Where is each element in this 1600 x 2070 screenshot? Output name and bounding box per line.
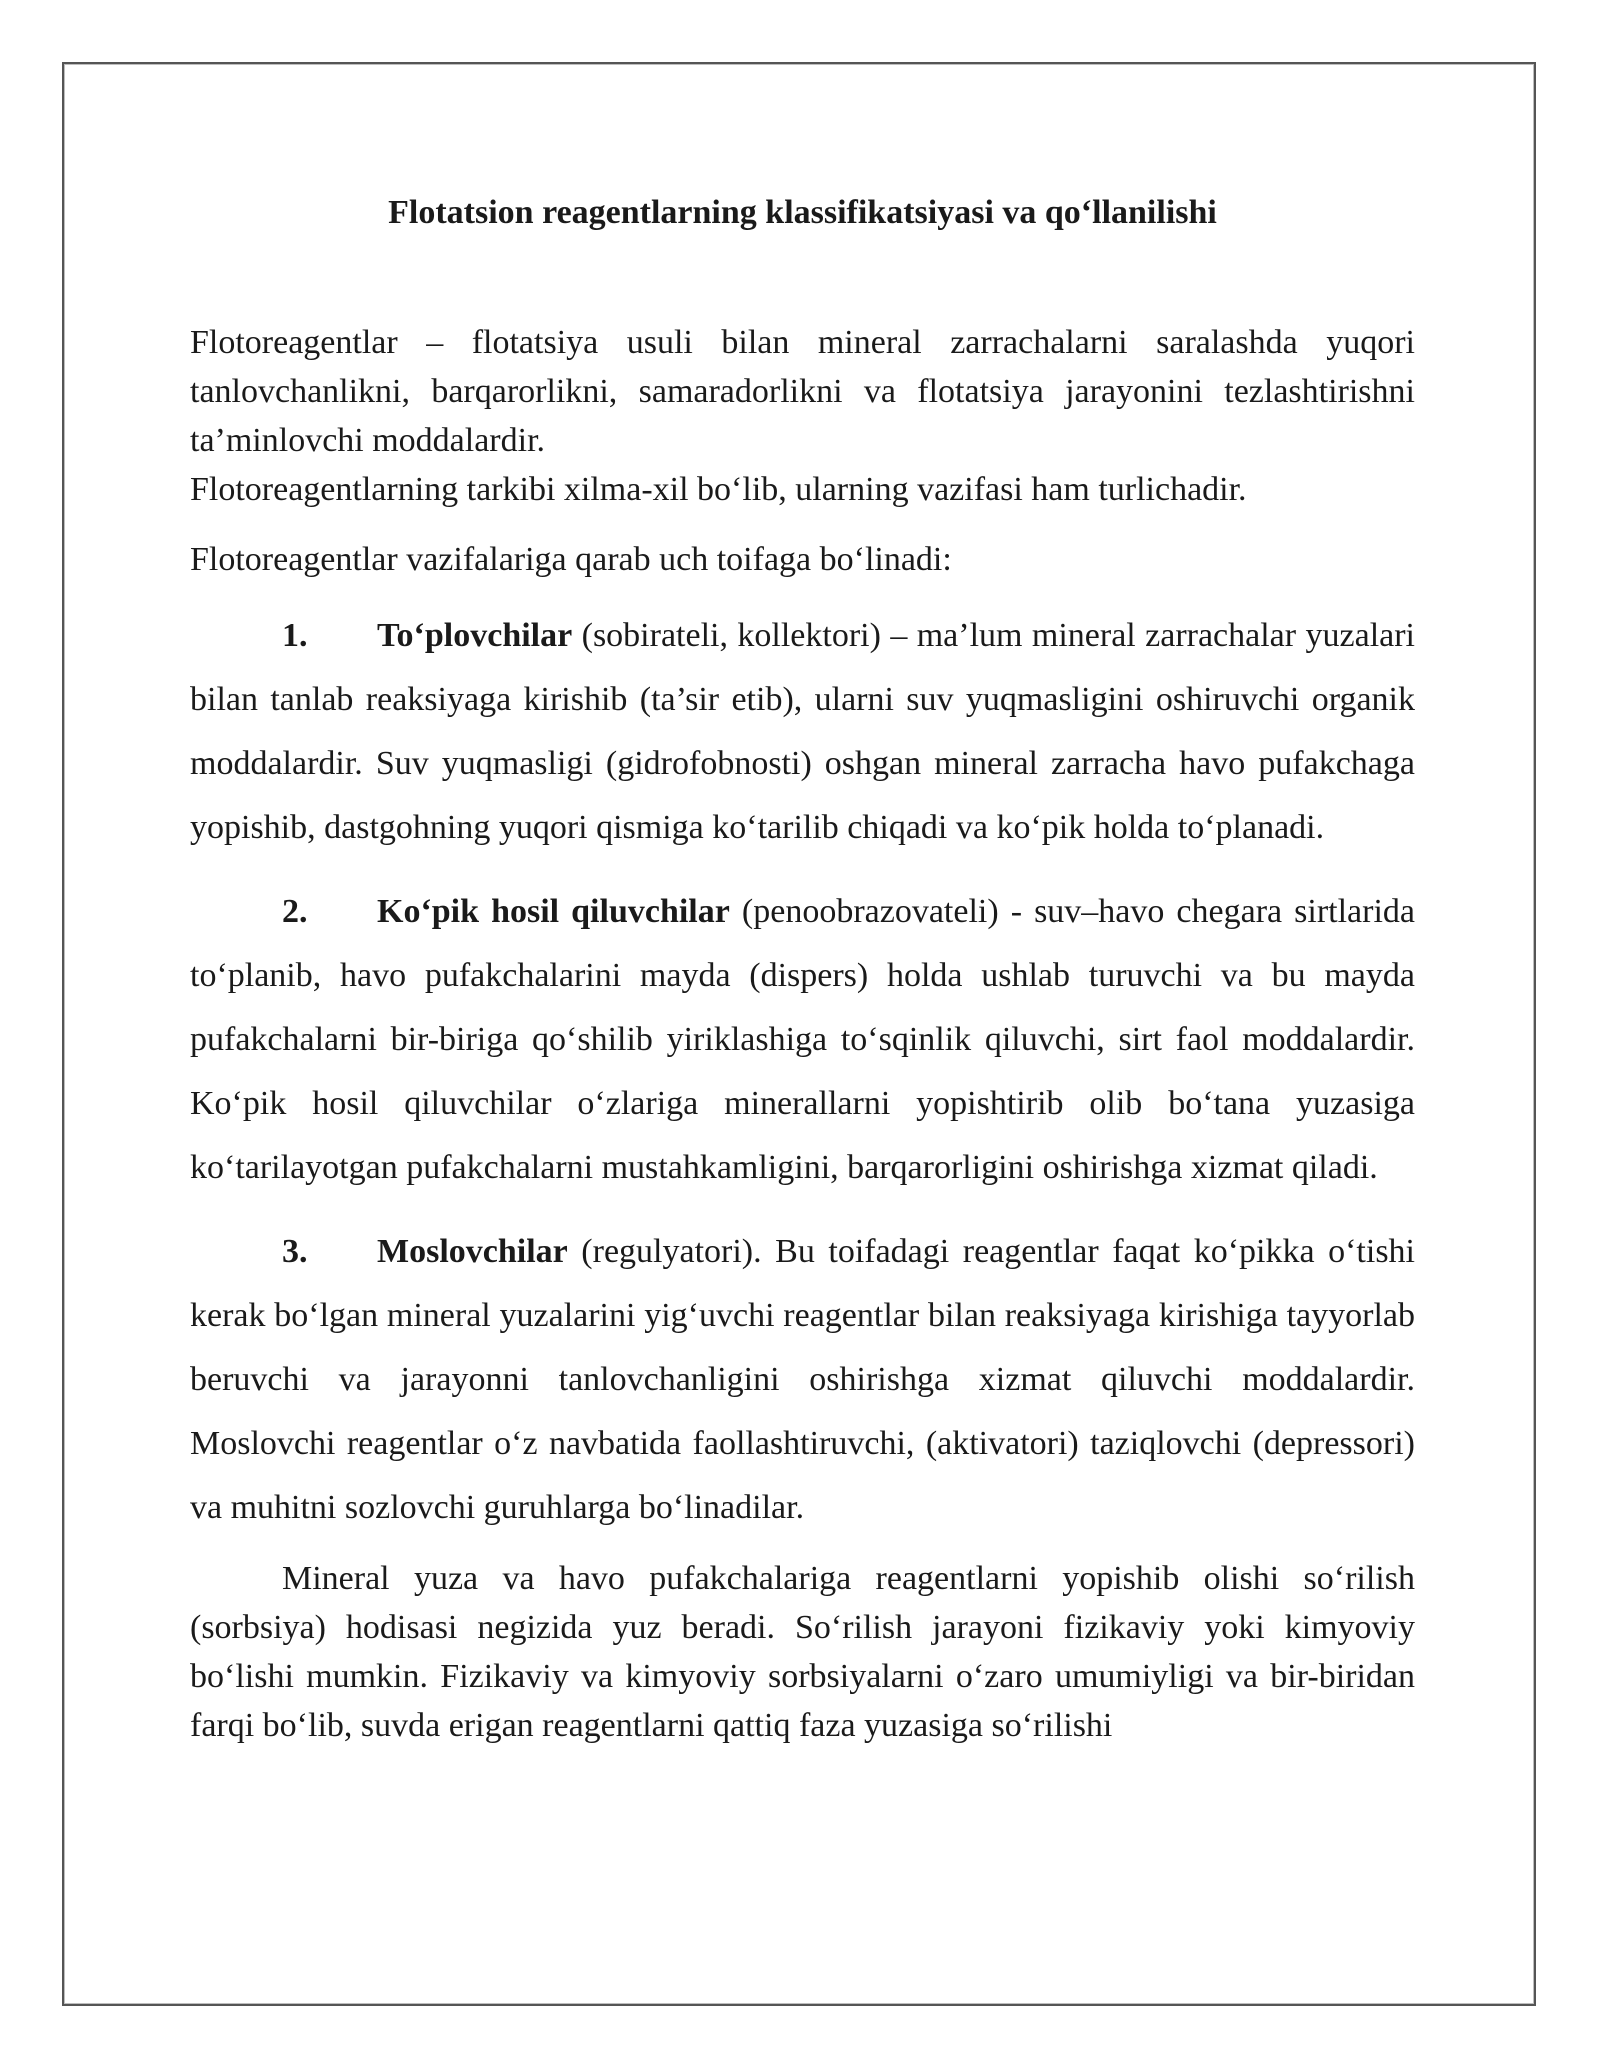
intro-categories-paragraph: Flotoreagentlar vazifalariga qarab uch toifaga bo‘linadi: — [190, 541, 952, 578]
list-item-text: (regulyatori). Bu toifadagi reagentlar faqat ko‘pikka o‘tishi kerak bo‘lgan mineral yuzalarini yig‘uvchi reagentlar bilan reaksiyaga kirishiga tayyorlab beruvchi va jarayonni tanlovchanligini oshirishga xizmat qiluvchi moddalardir. Moslovchi reagentlar o‘z navbatida faollashtiruvchi, (aktivatori) taziqlovchi (depressori) va muhitni sozlovchi guruhlarga bo‘linadilar. — [190, 1233, 1415, 1526]
list-item-term: Moslovchilar — [377, 1233, 568, 1270]
list-item-collectors — [190, 604, 1415, 860]
list-item-number: 3. — [282, 1233, 308, 1270]
intro-definition-paragraph: Flotoreagentlar – flotatsiya usuli bilan mineral zarrachalarni saralashda yuqori tanlovchanlikni, barqarorlikni, samaradorlikni va flotatsiya jarayonini tezlashtirishni ta’minlovchi moddalardir. — [190, 324, 1415, 459]
list-item-regulators — [190, 1220, 1415, 1540]
list-item-term: To‘plovchilar — [377, 617, 573, 654]
intro-composition-paragraph: Flotoreagentlarning tarkibi xilma-xil bo‘lib, ularning vazifasi ham turlichadir. — [190, 471, 1247, 508]
list-item-text: (sobirateli, kollektori) – ma’lum mineral zarrachalar yuzalari bilan tanlab reaksiyaga kirishib (ta’sir etib), ularni suv yuqmasligini oshiruvchi organik moddalardir. Suv yuqmasligi (gidrofobnosti) oshgan mineral zarracha havo pufakchaga yopishib, dastgohning yuqori qismiga ko‘tarilib chiqadi va ko‘pik holda to‘planadi. — [190, 617, 1415, 846]
list-item-text: (penoobrazovateli) - suv–havo chegara sirtlarida to‘planib, havo pufakchalarini mayda (dispers) holda ushlab turuvchi va bu mayda pufakchalarni bir-biriga qo‘shilib yiriklashiga to‘sqinlik qiluvchi, sirt faol moddalardir. Ko‘pik hosil qiluvchilar o‘zlariga minerallarni yopishtirib olib bo‘tana yuzasiga ko‘tarilayotgan pufakchalarni mustahkamligini, barqarorligini oshirishga xizmat qiladi. — [190, 893, 1416, 1186]
list-item-frothers — [190, 880, 1415, 1200]
list-item-number: 2. — [282, 893, 308, 930]
list-item-number: 1. — [282, 617, 308, 654]
list-item-term: Ko‘pik hosil qiluvchilar — [377, 893, 730, 930]
document-body — [190, 190, 1415, 1750]
document-title: Flotatsion reagentlarning klassifikatsiyasi va qo‘llanilishi — [388, 194, 1217, 231]
sorption-paragraph: Mineral yuza va havo pufakchalariga reagentlarni yopishib olishi so‘rilish (sorbsiya) hodisasi negizida yuz beradi. So‘rilish jarayoni fizikaviy yoki kimyoviy bo‘lishi mumkin. Fizikaviy va kimyoviy sorbsiyalarni o‘zaro umumiyligi va bir-biridan farqi bo‘lib, suvda erigan reagentlarni qattiq faza yuzasiga so‘rilishi — [190, 1560, 1415, 1744]
